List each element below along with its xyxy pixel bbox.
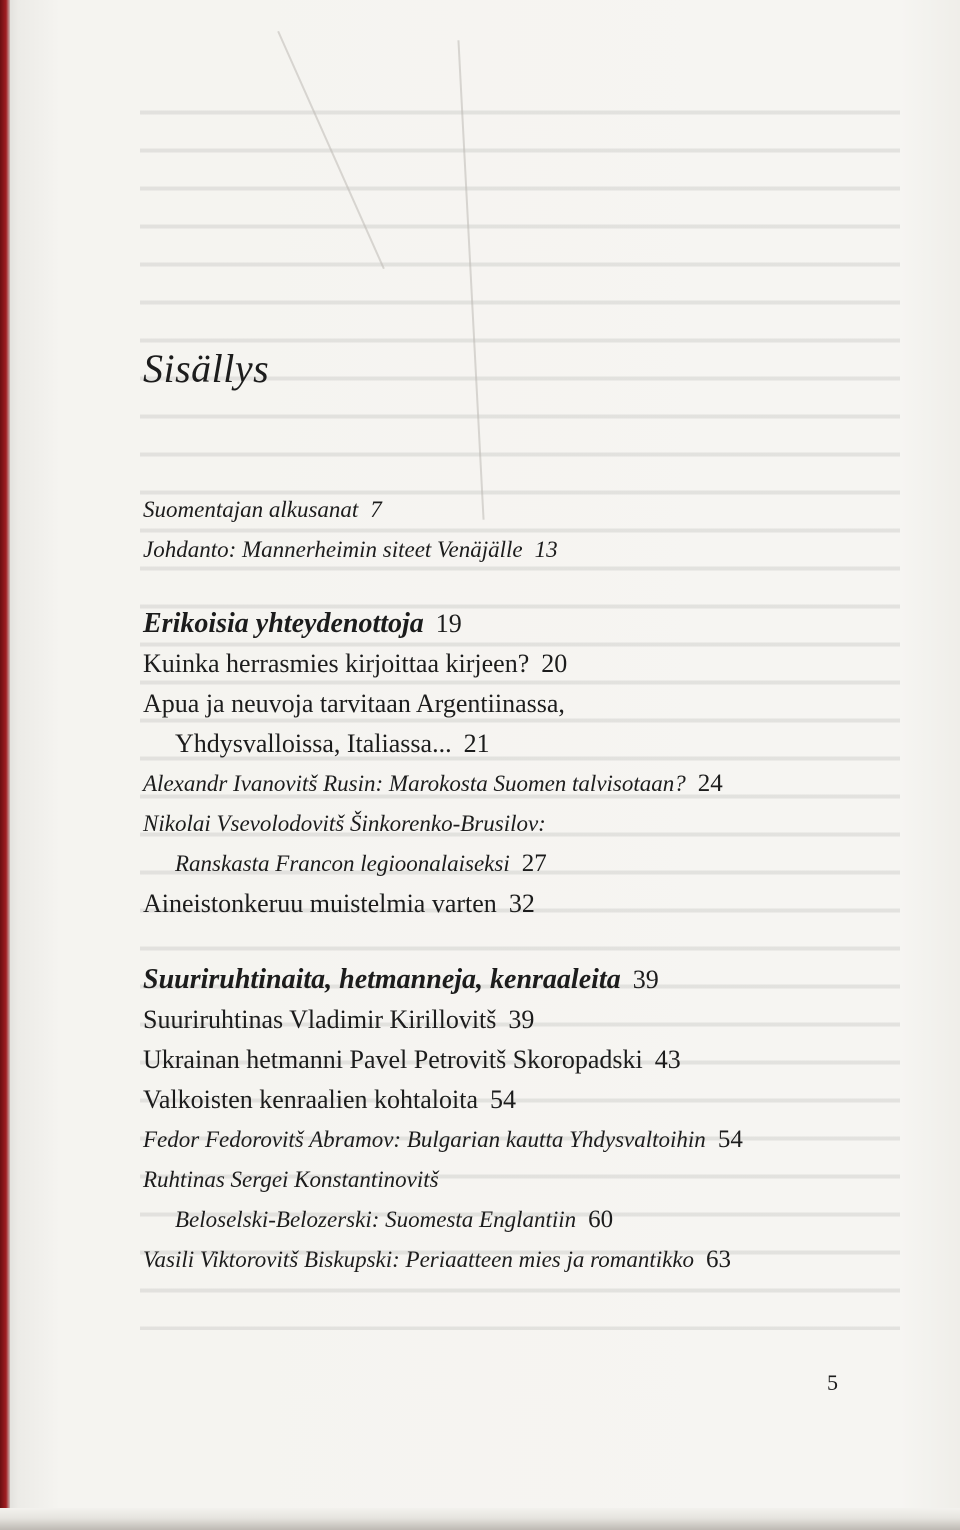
entry-title: Beloselski-Belozerski: Suomesta Englantiin [175,1207,577,1232]
toc-entry [143,1120,863,1160]
toc-entry [143,764,863,804]
entry-title: Aineistonkeruu muistelmia varten [143,889,497,918]
toc-entry [143,1040,863,1080]
table-of-contents [143,490,863,1280]
entry-page: 20 [541,649,568,678]
page-number: 5 [827,1370,838,1395]
entry-title: Nikolai Vsevolodovitš Šinkorenko-Brusilov: [143,811,546,836]
entry-page: 54 [490,1085,517,1114]
toc-entry [143,1240,863,1280]
entry-page: 39 [508,1005,535,1034]
entry-title: Suomentajan alkusanat [143,497,359,522]
entry-title: Fedor Fedorovitš Abramov: Bulgarian kautta Yhdysvaltoihin [143,1127,706,1152]
entry-page: 27 [521,850,547,877]
entry-title: Kuinka herrasmies kirjoittaa kirjeen? [143,649,530,678]
toc-entry [143,684,863,724]
toc-entry [143,644,863,684]
entry-title: Valkoisten kenraalien kohtaloita [143,1085,479,1114]
page-bottom-edge [0,1508,960,1530]
entry-title: Alexandr Ivanovitš Rusin: Marokosta Suomen talvisotaan? [143,771,686,796]
toc-entry [143,884,863,924]
toc-entry [143,1080,863,1120]
toc-entry-continuation [143,1200,863,1240]
toc-entry [143,1000,863,1040]
spacer [143,570,863,604]
entry-page: 21 [463,729,490,758]
toc-entry [143,804,863,844]
entry-page: 13 [534,537,558,562]
entry-title: Vasili Viktorovitš Biskupski: Periaatteen mies ja romantikko [143,1247,695,1272]
entry-title: Yhdysvalloissa, Italiassa... [175,729,452,758]
section-page: 19 [435,609,462,638]
entry-title: Suuriruhtinas Vladimir Kirillovitš [143,1005,497,1034]
entry-title: Ukrainan hetmanni Pavel Petrovitš Skoropadski [143,1045,643,1074]
paper-crease [277,31,385,269]
entry-page: 43 [654,1045,681,1074]
entry-title: Johdanto: Mannerheimin siteet Venäjälle [143,537,523,562]
entry-title: Apua ja neuvoja tarvitaan Argentiinassa, [143,689,565,718]
toc-entry [143,1160,863,1200]
entry-page: 32 [508,889,535,918]
toc-entry [143,490,863,530]
toc-section-heading [143,960,863,1000]
spacer [143,924,863,960]
toc-section-heading [143,604,863,644]
section-page: 39 [632,965,659,994]
entry-page: 54 [717,1126,743,1153]
entry-page: 60 [588,1206,614,1233]
toc-entry [143,530,863,570]
paper-crease [457,40,484,519]
book-spine-edge [0,0,10,1530]
entry-title: Ruhtinas Sergei Konstantinovitš [143,1167,439,1192]
section-title: Suuriruhtinaita, hetmanneja, kenraaleita [143,964,621,995]
entry-page: 7 [370,497,382,522]
entry-page: 63 [706,1246,732,1273]
toc-title: Sisällys [143,346,270,391]
toc-entry-continuation [143,724,863,764]
entry-title: Ranskasta Francon legioonalaiseksi [175,851,510,876]
toc-entry-continuation [143,844,863,884]
entry-page: 24 [697,770,723,797]
section-title: Erikoisia yhteydenottoja [143,608,424,639]
